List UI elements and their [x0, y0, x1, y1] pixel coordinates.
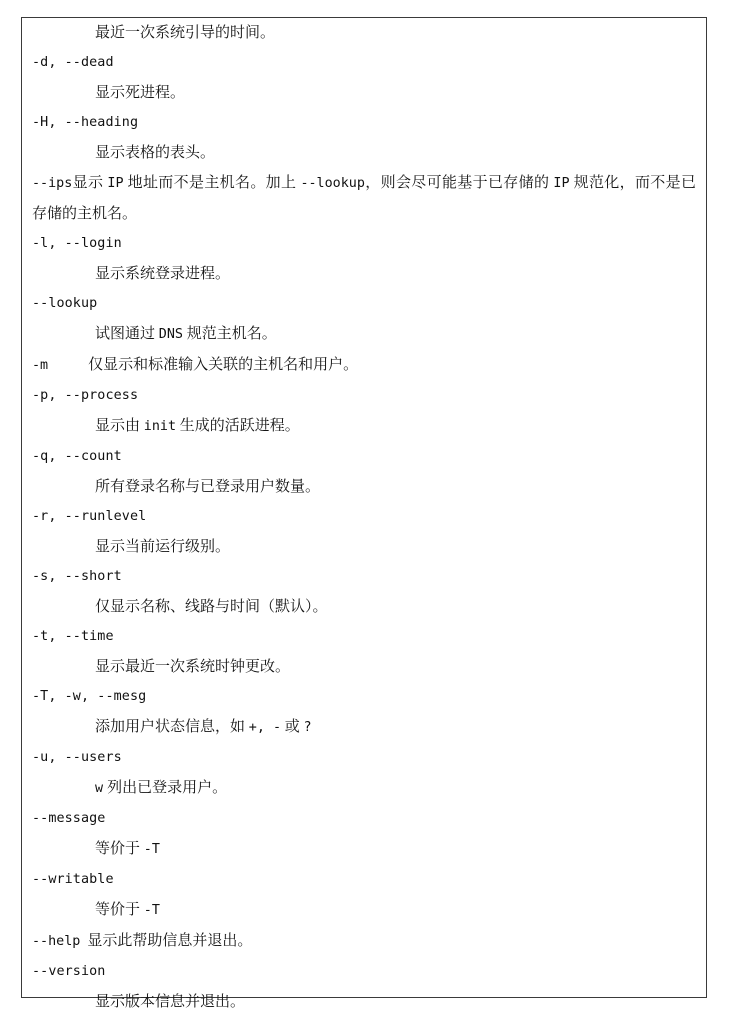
option-synopsis-count: -q, --count — [32, 449, 122, 464]
description-text: ，则会尽可能基于已存储的 — [364, 175, 554, 191]
inline-code: -T — [143, 903, 160, 918]
option-synopsis-users: -u, --users — [32, 750, 122, 765]
description-text: 显示此帮助信息并退出。 — [87, 933, 253, 949]
inline-code: IP — [107, 176, 124, 191]
description-line: 最近一次系统引导的时间。 — [95, 25, 276, 41]
option-synopsis-dead: -d, --dead — [32, 55, 114, 70]
description-text: 等价于 — [95, 841, 144, 857]
description-text: 生成的活跃进程。 — [176, 418, 300, 434]
inline-code: ? — [303, 720, 312, 735]
description-text: 等价于 — [95, 902, 144, 918]
inline-code: DNS — [158, 327, 183, 342]
description-text: 显示 — [72, 175, 108, 191]
description-line: 显示最近一次系统时钟更改。 — [95, 659, 291, 675]
description-text: 列出已登录用户。 — [107, 780, 228, 796]
option-synopsis-message: --message — [32, 811, 106, 826]
option-synopsis-process: -p, --process — [32, 388, 139, 403]
option-inline-m — [32, 350, 696, 381]
option-synopsis-login: -l, --login — [32, 236, 122, 251]
description-line: 所有登录名称与已登录用户数量。 — [95, 479, 321, 495]
option-synopsis-runlevel: -r, --runlevel — [32, 509, 147, 524]
option-synopsis-lookup: --lookup — [32, 296, 98, 311]
inline-code: init — [143, 419, 177, 434]
inline-code: +, - — [248, 720, 282, 735]
option-synopsis-writable: --writable — [32, 872, 114, 887]
inline-code: IP — [553, 176, 570, 191]
inline-code: w — [95, 781, 104, 796]
description-text: 或 — [281, 719, 304, 735]
option-synopsis-heading: -H, --heading — [32, 115, 139, 130]
man-page-body — [22, 18, 706, 1017]
option-flag: -m — [32, 358, 49, 373]
option-flag: --help — [32, 934, 81, 949]
description-line: 显示系统登录进程。 — [95, 266, 231, 282]
description-line: 显示表格的表头。 — [95, 145, 216, 161]
description-text: 规范主机名。 — [182, 326, 277, 342]
description-text: 地址而不是主机名。加上 — [123, 175, 301, 191]
option-flag: --ips — [32, 176, 73, 191]
description-line — [32, 319, 696, 350]
description-text: 显示由 — [95, 418, 144, 434]
option-paragraph-ips — [32, 168, 696, 229]
description-line — [32, 834, 696, 865]
description-line: 仅显示名称、线路与时间（默认）。 — [95, 599, 328, 615]
description-line — [32, 712, 696, 743]
description-line: 显示当前运行级别。 — [95, 539, 231, 555]
description-line: 显示版本信息并退出。 — [95, 994, 246, 1010]
option-synopsis-version: --version — [32, 964, 106, 979]
document-page — [21, 17, 707, 1010]
option-synopsis-mesg: -T, -w, --mesg — [32, 689, 147, 704]
description-text: 添加用户状态信息，如 — [95, 719, 249, 735]
description-line — [32, 895, 696, 926]
option-inline-help — [32, 926, 696, 957]
description-line — [32, 773, 696, 804]
description-text: 仅显示和标准输入关联的主机名和用户。 — [88, 357, 359, 373]
description-line: 显示死进程。 — [95, 85, 186, 101]
description-text: 试图通过 — [95, 326, 159, 342]
option-synopsis-time: -t, --time — [32, 629, 114, 644]
inline-code: -T — [143, 842, 160, 857]
description-line — [32, 411, 696, 442]
description-text: 规范化，而不是已存储的主机名。 — [32, 175, 696, 222]
option-synopsis-short: -s, --short — [32, 569, 122, 584]
inline-code: --lookup — [300, 176, 365, 191]
